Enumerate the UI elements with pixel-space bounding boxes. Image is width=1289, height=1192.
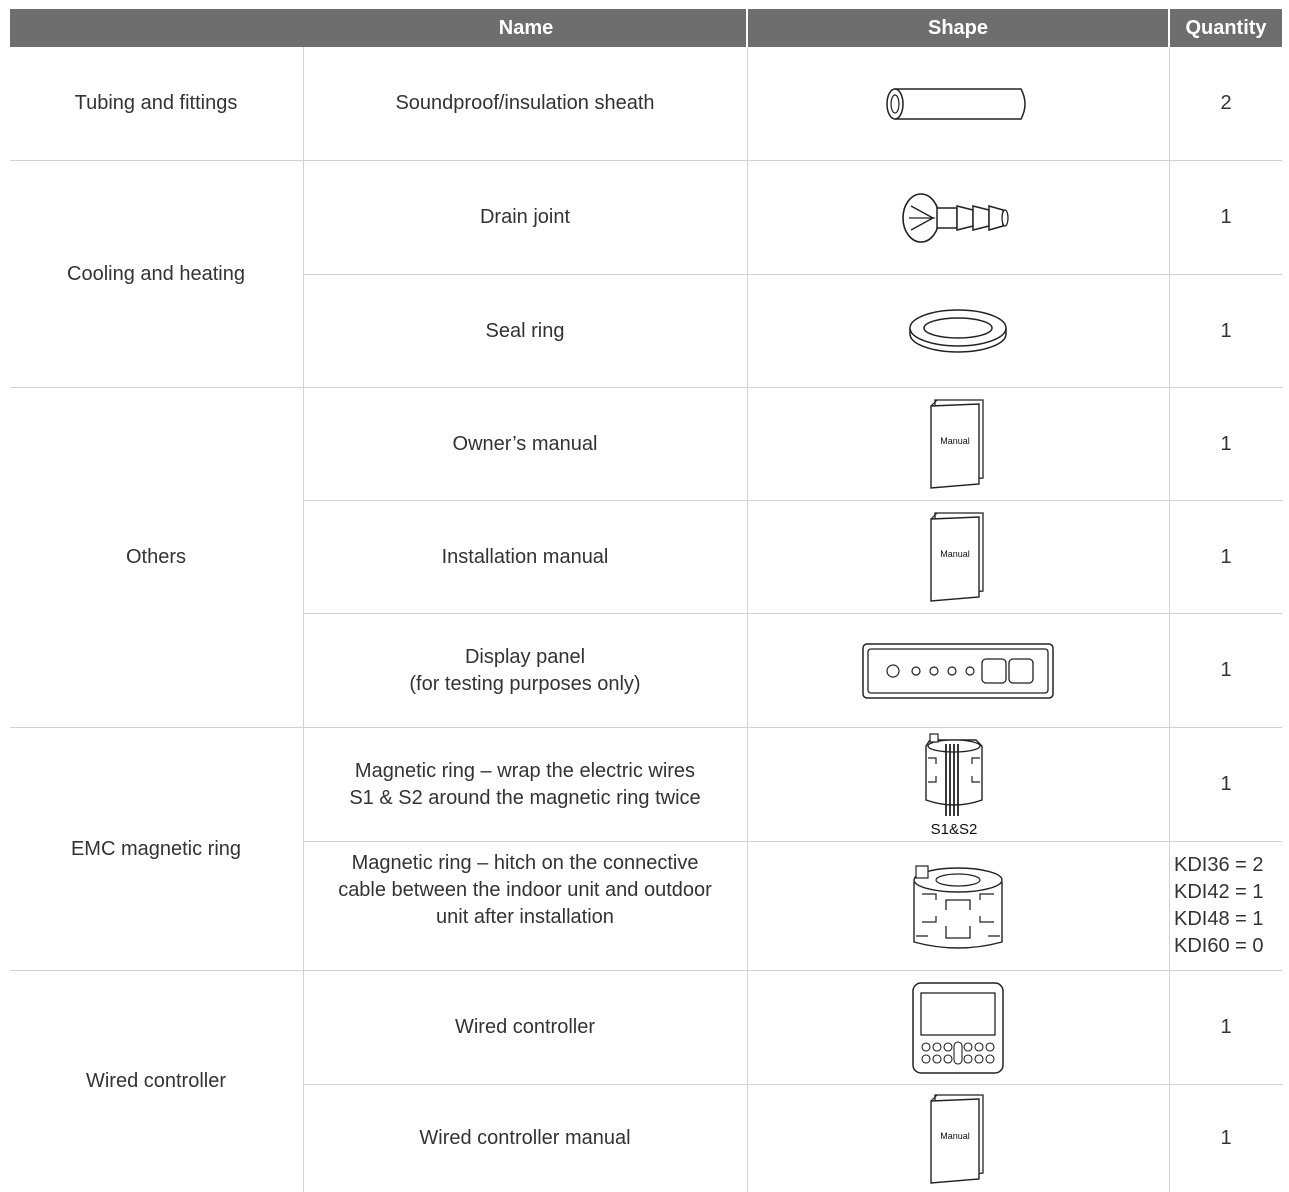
manual-label: Manual	[940, 549, 970, 559]
quantity-magnetic-ring-wrap: 1	[1220, 773, 1232, 795]
header-quantity: Quantity	[1170, 9, 1282, 47]
quantity-owners-manual: 1	[1220, 432, 1232, 455]
shape-sheath	[748, 47, 1168, 160]
quantity-magnetic-ring-hitch: KDI36 = 2 KDI42 = 1 KDI48 = 1 KDI60 = 0	[1174, 854, 1264, 957]
accessories-table	[10, 9, 1282, 1192]
display-panel-icon	[861, 642, 1055, 700]
manual-book-icon	[923, 396, 993, 492]
category-tubing: Tubing and fittings	[74, 92, 238, 114]
s1-s2-label: S1&S2	[930, 820, 978, 838]
quantity-seal-ring: 1	[1220, 319, 1232, 342]
seal-ring-icon	[906, 306, 1010, 356]
quantity-installation-manual: 1	[1220, 545, 1232, 568]
shape-magnetic-ring-hitch	[748, 842, 1168, 970]
item-name-wired-controller: Wired controller	[454, 1016, 596, 1038]
manual-book-icon	[923, 509, 993, 605]
wired-controller-icon	[911, 981, 1005, 1075]
quantity-sheath: 2	[1220, 92, 1232, 114]
item-name-magnetic-ring-wrap: Magnetic ring – wrap the electric wires S1 & S2 around the magnetic ring twice	[349, 759, 701, 809]
shape-seal-ring	[748, 275, 1168, 387]
shape-wired-controller	[748, 971, 1168, 1084]
header-name: Name	[10, 9, 746, 47]
header-shape: Shape	[748, 9, 1168, 47]
quantity-display-panel: 1	[1220, 659, 1232, 681]
category-cooling: Cooling and heating	[67, 262, 245, 285]
manual-label: Manual	[940, 1130, 970, 1141]
category-others: Others	[125, 546, 187, 568]
item-name-seal-ring: Seal ring	[485, 319, 565, 342]
shape-wired-controller-manual	[748, 1085, 1168, 1192]
magnetic-ring-wires-icon	[916, 730, 1000, 840]
shape-drain-joint	[748, 161, 1168, 274]
insulation-sheath-icon	[883, 84, 1033, 124]
shape-owners-manual	[748, 388, 1168, 500]
item-name-wired-controller-manual: Wired controller manual	[419, 1127, 631, 1149]
shape-display-panel	[748, 614, 1168, 727]
item-name-drain-joint: Drain joint	[479, 206, 571, 228]
magnetic-ring-icon	[906, 858, 1010, 954]
quantity-wired-controller-manual: 1	[1220, 1127, 1232, 1149]
quantity-wired-controller: 1	[1220, 1016, 1232, 1038]
category-emc: EMC magnetic ring	[70, 837, 242, 860]
item-name-installation-manual: Installation manual	[441, 545, 609, 568]
manual-book-icon	[923, 1091, 993, 1187]
quantity-drain-joint: 1	[1220, 206, 1232, 228]
category-wired: Wired controller	[85, 1070, 227, 1092]
item-name-owners-manual: Owner’s manual	[452, 432, 598, 455]
item-name-magnetic-ring-hitch: Magnetic ring – hitch on the connective cable between the indoor unit and outdoor unit after installation	[338, 852, 712, 928]
manual-label: Manual	[940, 436, 970, 446]
shape-installation-manual	[748, 501, 1168, 613]
item-name-sheath: Soundproof/insulation sheath	[395, 92, 655, 114]
shape-magnetic-ring-wrap	[748, 728, 1168, 841]
drain-joint-icon	[893, 190, 1023, 246]
item-name-display-panel: Display panel (for testing purposes only)	[409, 645, 641, 695]
